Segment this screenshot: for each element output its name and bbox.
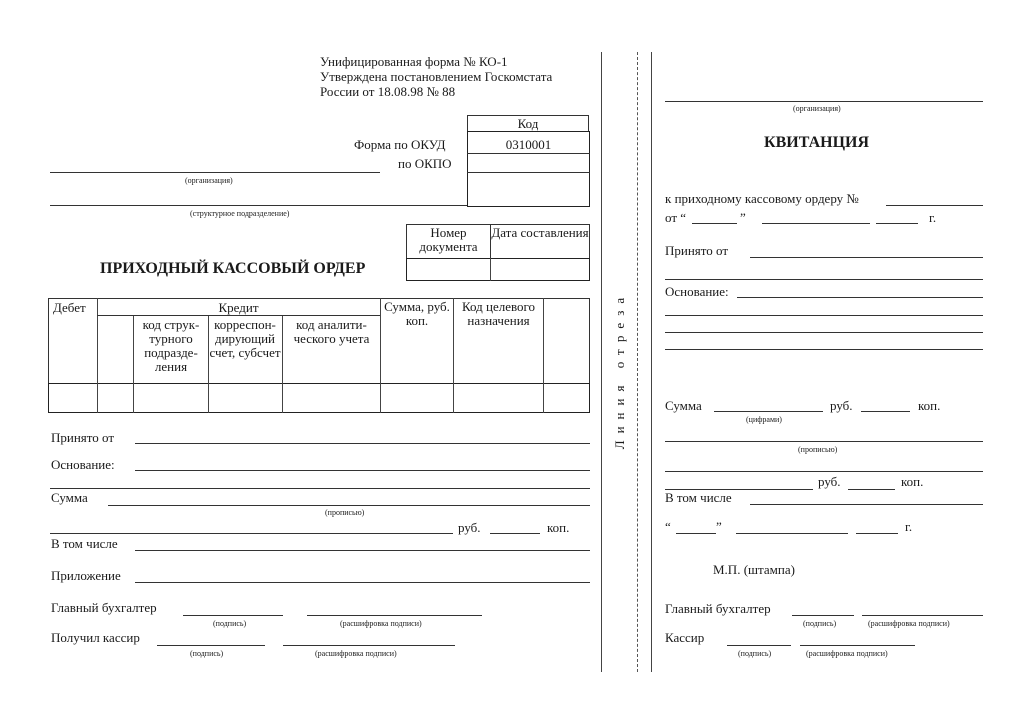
col-corr-account: корреспон- дирующий счет, субсчет	[209, 317, 281, 360]
basis-field-2[interactable]	[50, 488, 590, 489]
receipt-basis-label: Основание:	[665, 284, 729, 299]
col-credit: Кредит	[218, 300, 259, 315]
receipt-from-prefix: от “	[665, 210, 687, 225]
receipt-kop-field[interactable]	[861, 411, 910, 412]
receipt-cashier-decode-caption: (расшифровка подписи)	[806, 649, 888, 658]
document-title: ПРИХОДНЫЙ КАССОВЫЙ ОРДЕР	[100, 260, 366, 277]
receipt-rub-label-2: руб.	[818, 474, 841, 489]
receipt-org-caption: (организация)	[793, 104, 841, 113]
receipt-kop-label-2: коп.	[901, 474, 924, 489]
organization-caption: (организация)	[185, 176, 233, 185]
subdivision-caption: (структурное подразделение)	[190, 209, 290, 218]
chief-decode-caption: (расшифровка подписи)	[340, 619, 422, 628]
chief-signature-caption: (подпись)	[213, 619, 247, 628]
receipt-org-line[interactable]	[665, 101, 983, 102]
col-analytic-code: код аналити- ческого учета	[293, 317, 370, 346]
including-label: В том числе	[51, 536, 118, 551]
receipt-year-field[interactable]	[876, 223, 918, 224]
receipt-cashier-decode-field[interactable]	[800, 645, 915, 646]
receipt-basis-field[interactable]	[737, 297, 983, 298]
receipt-sum-digits-field[interactable]	[714, 411, 823, 412]
kop-label: коп.	[547, 520, 570, 535]
receipt-cashier-signature-caption: (подпись)	[738, 649, 772, 658]
receipt-chief-signature-field[interactable]	[792, 615, 854, 616]
receipt-date-year-label: г.	[905, 519, 913, 534]
receipt-order-number-field[interactable]	[886, 205, 983, 206]
receipt-cashier-signature-field[interactable]	[727, 645, 791, 646]
okpo-label: по ОКПО	[398, 156, 452, 171]
receipt-quote-close: ”	[740, 210, 746, 225]
attachment-field[interactable]	[135, 582, 590, 583]
receipt-sum-label: Сумма	[665, 398, 702, 413]
sum-words-field[interactable]	[108, 505, 590, 506]
code-header-cell	[467, 115, 589, 132]
receipt-chief-decode-field[interactable]	[862, 615, 983, 616]
receipt-sum-words-field-2[interactable]	[665, 471, 983, 472]
receipt-words-caption: (прописью)	[798, 445, 838, 454]
receipt-chief-accountant-label: Главный бухгалтер	[665, 601, 771, 616]
receipt-date-year-field[interactable]	[856, 533, 898, 534]
cashier-signature-caption: (подпись)	[190, 649, 224, 658]
code-header-label: Код	[517, 116, 539, 131]
basis-label: Основание:	[51, 457, 115, 472]
rub-label: руб.	[458, 520, 481, 535]
receipt-sum-words-field[interactable]	[665, 441, 983, 442]
receipt-basis-field-4[interactable]	[665, 349, 983, 350]
doc-values-box	[406, 258, 590, 281]
doc-number-label: Номер документа	[419, 225, 478, 254]
doc-values-divider	[490, 258, 491, 281]
cut-line-dashed	[637, 52, 638, 672]
form-header-line3: России от 18.08.98 № 88	[320, 84, 456, 99]
doc-number-header	[406, 224, 491, 259]
cashier-decode-field[interactable]	[283, 645, 455, 646]
receipt-cashier-label: Кассир	[665, 630, 705, 645]
chief-accountant-label: Главный бухгалтер	[51, 600, 157, 615]
col-purpose-code: Код целевого назначения	[461, 299, 536, 328]
okud-value[interactable]: 0310001	[505, 137, 552, 152]
receipt-to-order-label: к приходному кассовому ордеру №	[665, 191, 859, 206]
cashier-decode-caption: (расшифровка подписи)	[315, 649, 397, 658]
receipt-chief-signature-caption: (подпись)	[803, 619, 837, 628]
receipt-date-close: ”	[716, 519, 722, 534]
doc-date-label: Дата составления	[491, 225, 589, 240]
receipt-date-day-field[interactable]	[676, 533, 716, 534]
form-header-line1: Унифицированная форма № КО-1	[320, 54, 508, 69]
main-table-values-row[interactable]	[48, 383, 590, 413]
receipt-received-from-label: Принято от	[665, 243, 729, 258]
attachment-label: Приложение	[51, 568, 121, 583]
col-sum: Сумма, руб. коп.	[384, 299, 450, 328]
col-divider	[543, 298, 544, 413]
cut-line-label: Линия отреза	[612, 290, 627, 450]
receipt-stamp: М.П. (штампа)	[713, 562, 795, 577]
code-row-divider-1	[467, 153, 590, 154]
including-field[interactable]	[135, 550, 590, 551]
receipt-including-field[interactable]	[750, 504, 983, 505]
sum-words-field-2[interactable]	[50, 533, 453, 534]
okud-label: Форма по ОКУД	[354, 137, 446, 152]
cut-border-right	[651, 52, 652, 672]
cashier-received-label: Получил кассир	[51, 630, 140, 645]
doc-date-header	[490, 224, 590, 259]
chief-decode-field[interactable]	[307, 615, 482, 616]
form-header	[320, 54, 552, 99]
cut-line-label-box	[612, 270, 628, 470]
received-from-field[interactable]	[135, 443, 590, 444]
receipt-chief-decode-caption: (расшифровка подписи)	[868, 619, 950, 628]
receipt-title: КВИТАНЦИЯ	[764, 134, 870, 151]
receipt-kop-label: коп.	[918, 398, 941, 413]
receipt-digits-caption: (цифрами)	[746, 415, 782, 424]
receipt-basis-field-3[interactable]	[665, 332, 983, 333]
sum-label: Сумма	[51, 490, 88, 505]
receipt-date-open: “	[665, 519, 671, 534]
form-header-line2: Утверждена постановлением Госкомстата	[320, 69, 553, 84]
receipt-month-field[interactable]	[762, 223, 870, 224]
subdivision-line[interactable]	[50, 205, 467, 206]
receipt-including-label: В том числе	[665, 490, 732, 505]
cashier-signature-field[interactable]	[157, 645, 265, 646]
receipt-received-from-field[interactable]	[750, 257, 983, 258]
receipt-year-label: г.	[929, 210, 937, 225]
kop-field[interactable]	[490, 533, 540, 534]
received-from-label: Принято от	[51, 430, 115, 445]
basis-field[interactable]	[135, 470, 590, 471]
receipt-rub-label: руб.	[830, 398, 853, 413]
col-subdivision-code: код струк- турного подразде- ления	[142, 317, 200, 374]
organization-line[interactable]	[50, 172, 380, 173]
sum-words-caption: (прописью)	[325, 508, 365, 517]
receipt-basis-field-2[interactable]	[665, 315, 983, 316]
receipt-day-field[interactable]	[692, 223, 737, 224]
receipt-kop-field-2[interactable]	[848, 489, 895, 490]
chief-signature-field[interactable]	[183, 615, 283, 616]
cut-border-left	[601, 52, 602, 672]
receipt-date-month-field[interactable]	[736, 533, 848, 534]
code-row-divider-2	[467, 172, 590, 173]
receipt-received-from-field-2[interactable]	[665, 279, 983, 280]
col-debit: Дебет	[53, 300, 86, 315]
